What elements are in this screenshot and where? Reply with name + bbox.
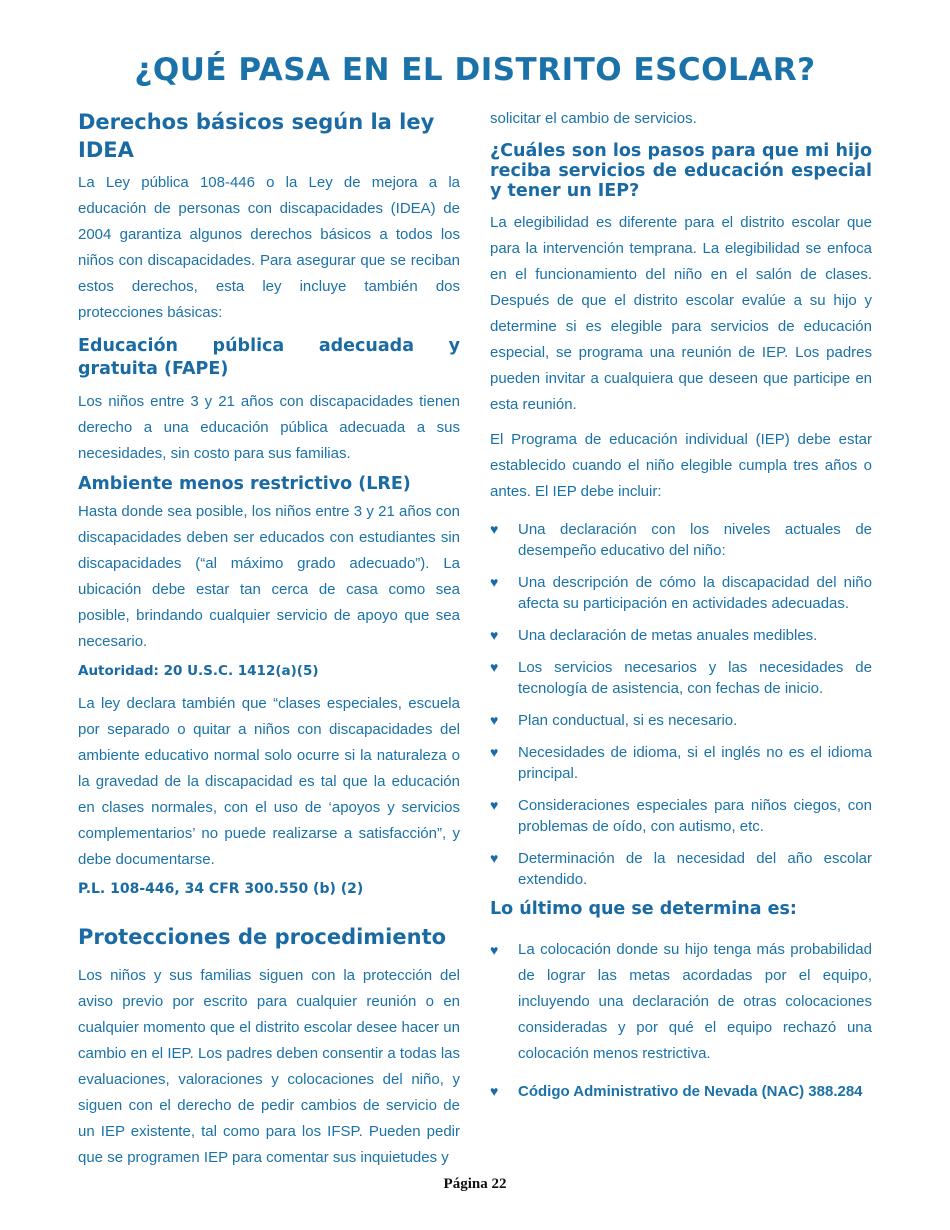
law-citation: P.L. 108-446, 34 CFR 300.550 (b) (2) xyxy=(78,881,364,897)
list-item-text: Una declaración con los niveles actuales de desempeño educativo del niño: xyxy=(518,521,872,559)
heart-icon: ♥ xyxy=(490,659,499,675)
heart-icon: ♥ xyxy=(490,744,499,760)
page-title: ¿QUÉ PASA EN EL DISTRITO ESCOLAR? xyxy=(134,52,816,88)
list-item xyxy=(490,572,872,614)
heading-fape: Educación pública adecuada y gratuita (FAPE) xyxy=(78,336,460,379)
list-item xyxy=(490,710,872,731)
list-item-text: Una descripción de cómo la discapacidad del niño afecta su participación en actividades adecuadas. xyxy=(518,574,872,612)
list-item-text: Una declaración de metas anuales medibles. xyxy=(518,627,818,644)
list-item xyxy=(490,519,872,561)
list-item xyxy=(490,1081,872,1102)
heart-icon: ♥ xyxy=(490,850,499,866)
heart-icon: ♥ xyxy=(490,712,499,728)
right-column xyxy=(490,108,872,1102)
list-item-text: La colocación donde su hijo tenga más probabilidad de lograr las metas acordadas por el equipo, incluyendo una declaración de otras colocaciones consideradas y por qué el equipo rechazó una colocación menos restrictiva. xyxy=(518,941,872,1062)
list-item xyxy=(490,848,872,890)
last-determined-list xyxy=(490,937,872,1102)
paragraph-iep: El Programa de educación individual (IEP) debe estar establecido cuando el niño elegible cumpla tres años o antes. El IEP debe incluir: xyxy=(490,431,872,500)
list-item xyxy=(490,795,872,837)
paragraph-fape: Los niños entre 3 y 21 años con discapacidades tienen derecho a una educación pública adecuada a sus necesidades, sin costo para sus familias. xyxy=(78,393,460,462)
heading-idea-rights: Derechos básicos según la ley IDEA xyxy=(78,110,435,162)
paragraph-lre: Hasta donde sea posible, los niños entre 3 y 21 años con discapacidades deben ser educados con estudiantes sin discapacidades (“al máximo grado adecuado”). La ubicación debe estar tan cerca de casa como sea posible, brindando cualquier servicio de apoyo que sea necesario. xyxy=(78,503,460,650)
heading-last-determined: Lo último que se determina es: xyxy=(490,899,797,919)
heart-icon: ♥ xyxy=(490,942,499,958)
paragraph-idea: La Ley pública 108-446 o la Ley de mejora a la educación de personas con discapacidades (IDEA) de 2004 garantiza algunos derechos básicos a todos los niños con discapacidades. Para asegurar que se reciban estos derechos, esta ley incluye también dos protecciones básicas: xyxy=(78,174,460,321)
heart-icon: ♥ xyxy=(490,1083,499,1099)
list-item-text: Consideraciones especiales para niños ciegos, con problemas de oído, con autismo, etc. xyxy=(518,797,872,835)
list-item-text: Necesidades de idioma, si el inglés no es el idioma principal. xyxy=(518,744,872,782)
left-column xyxy=(78,108,460,1171)
heart-icon: ♥ xyxy=(490,574,499,590)
list-item-text: Determinación de la necesidad del año escolar extendido. xyxy=(518,850,872,888)
list-item xyxy=(490,937,872,1067)
list-item-text: Plan conductual, si es necesario. xyxy=(518,712,738,729)
heading-lre: Ambiente menos restrictivo (LRE) xyxy=(78,474,411,494)
nac-citation: Código Administrativo de Nevada (NAC) 388.284 xyxy=(518,1083,863,1100)
heading-steps: ¿Cuáles son los pasos para que mi hijo reciba servicios de educación especial y tener un IEP? xyxy=(490,141,872,201)
heart-icon: ♥ xyxy=(490,521,499,537)
heading-procedural-protections: Protecciones de procedimiento xyxy=(78,925,447,949)
page-number: Página 22 xyxy=(443,1176,507,1192)
heart-icon: ♥ xyxy=(490,797,499,813)
paragraph-law: La ley declara también que “clases especiales, escuela por separado o quitar a niños con discapacidades del ambiente educativo normal solo ocurre si la naturaleza o la gravedad de la discapacidad es tal que la educación en clases normales, con el uso de ‘apoyos y servicios complementarios’ no puede realizarse a satisfacción”, y debe documentarse. xyxy=(78,695,460,868)
list-item xyxy=(490,625,872,646)
list-item-text: Los servicios necesarios y las necesidades de tecnología de asistencia, con fechas de inicio. xyxy=(518,659,872,697)
paragraph-procedural: Los niños y sus familias siguen con la protección del aviso previo por escrito para cualquier reunión o en cualquier momento que el distrito escolar desee hacer un cambio en el IEP. Los padres deben consentir a todas las evaluaciones, valoraciones y colocaciones del niño, y siguen con el derecho de pedir cambios de servicio de un IEP existente, tal como para los IFSP. Pueden pedir que se programen IEP para comentar sus inquietudes y xyxy=(78,967,460,1166)
iep-requirements-list xyxy=(490,519,872,890)
paragraph-eligibility: La elegibilidad es diferente para el distrito escolar que para la intervención temprana. La elegibilidad se enfoca en el funcionamiento del niño en el salón de clases. Después de que el distrito escolar evalúe a su hijo y determine si es elegible para servicios de educación especial, se programa una reunión de IEP. Los padres pueden invitar a cualquiera que deseen que participe en esta reunión. xyxy=(490,214,872,413)
list-item xyxy=(490,657,872,699)
paragraph-continuation: solicitar el cambio de servicios. xyxy=(490,110,697,127)
list-item xyxy=(490,742,872,784)
heart-icon: ♥ xyxy=(490,627,499,643)
authority-citation: Autoridad: 20 U.S.C. 1412(a)(5) xyxy=(78,663,319,679)
